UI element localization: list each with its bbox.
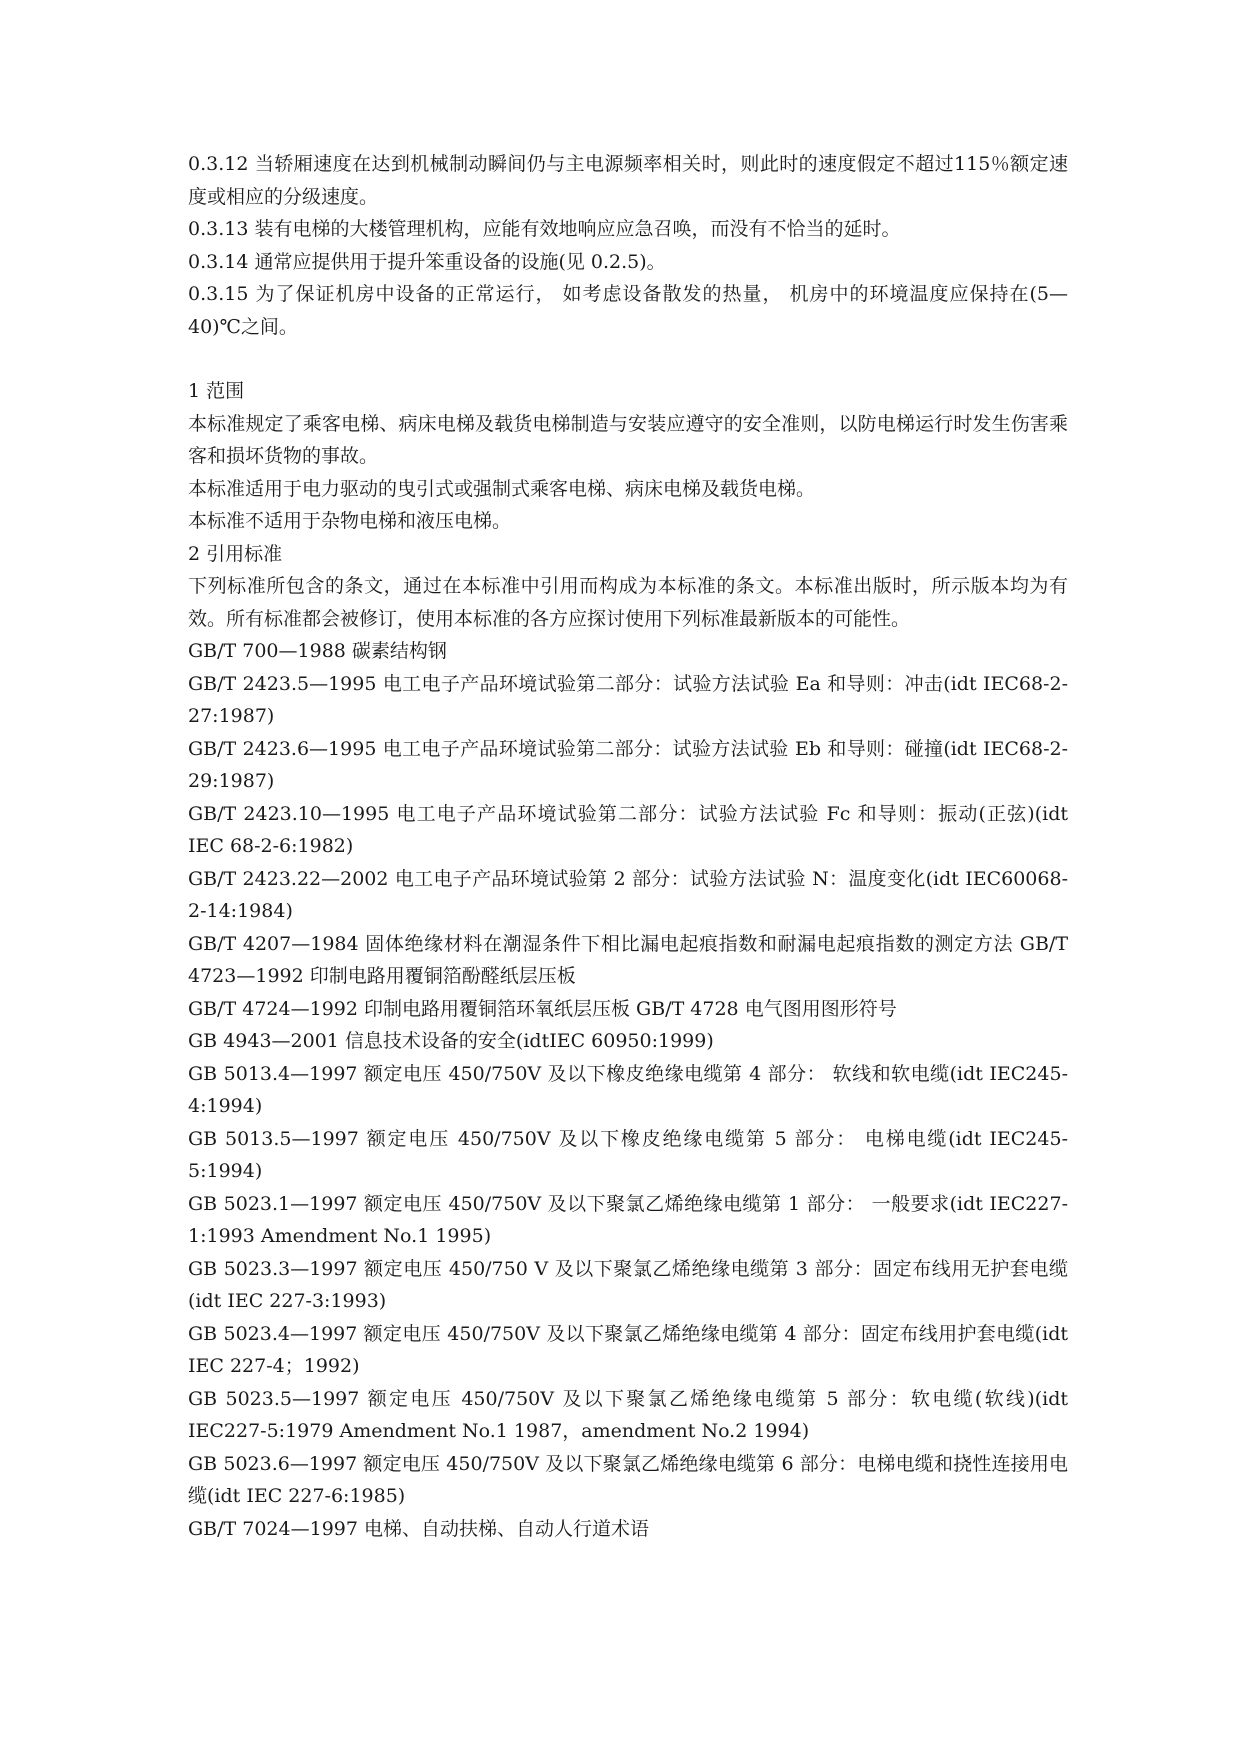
reference-item: GB/T 4724—1992 印制电路用覆铜箔环氧纸层压板 GB/T 4728 电气图用图形符号 bbox=[188, 997, 897, 1020]
reference-item: GB 5023.1—1997 额定电压 450/750V 及以下聚氯乙烯绝缘电缆第 1 部分： 一般要求(idt IEC227-1:1993 Amendment No.1 1995) bbox=[188, 1192, 1068, 1247]
section-2-heading: 2 引用标准 bbox=[188, 542, 283, 565]
clause-0-3-13: 0.3.13 装有电梯的大楼管理机构，应能有效地响应应急召唤，而没有不恰当的延时。 bbox=[188, 218, 901, 240]
reference-item: GB 5023.4—1997 额定电压 450/750V 及以下聚氯乙烯绝缘电缆第 4 部分：固定布线用护套电缆(idt IEC 227-4；1992) bbox=[188, 1322, 1068, 1377]
reference-item: GB 4943—2001 信息技术设备的安全(idtIEC 60950:1999) bbox=[188, 1030, 714, 1052]
clause-0-3-14: 0.3.14 通常应提供用于提升笨重设备的设施(见 0.2.5)。 bbox=[188, 250, 666, 273]
reference-item: GB 5023.6—1997 额定电压 450/750V 及以下聚氯乙烯绝缘电缆第 6 部分：电梯电缆和挠性连接用电缆(idt IEC 227-6:1985) bbox=[188, 1452, 1068, 1507]
section-1-paragraph: 本标准适用于电力驱动的曳引式或强制式乘客电梯、病床电梯及载货电梯。 bbox=[188, 477, 816, 500]
section-spacer bbox=[188, 343, 1068, 375]
clause-0-3-12: 0.3.12 当轿厢速度在达到机械制动瞬间仍与主电源频率相关时，则此时的速度假定不超过115％额定速度或相应的分级速度。 bbox=[188, 153, 1068, 208]
reference-item: GB 5023.3—1997 额定电压 450/750 V 及以下聚氯乙烯绝缘电缆第 3 部分：固定布线用无护套电缆(idt IEC 227-3:1993) bbox=[188, 1257, 1068, 1312]
reference-item: GB/T 2423.22—2002 电工电子产品环境试验第 2 部分：试验方法试验 N：温度变化(idt IEC60068-2-14:1984) bbox=[188, 867, 1068, 922]
reference-item: GB/T 4207—1984 固体绝缘材料在潮湿条件下相比漏电起痕指数和耐漏电起痕指数的测定方法 GB/T 4723—1992 印制电路用覆铜箔酚醛纸层压板 bbox=[188, 932, 1068, 987]
reference-item: GB 5013.5—1997 额定电压 450/750V 及以下橡皮绝缘电缆第 5 部分： 电梯电缆(idt IEC245-5:1994) bbox=[188, 1127, 1068, 1182]
reference-item: GB/T 2423.10—1995 电工电子产品环境试验第二部分：试验方法试验 Fc 和导则：振动(正弦)(idt IEC 68-2-6:1982) bbox=[188, 802, 1068, 857]
section-1-paragraph: 本标准不适用于杂物电梯和液压电梯。 bbox=[188, 510, 512, 532]
reference-item: GB/T 700—1988 碳素结构钢 bbox=[188, 640, 447, 662]
reference-item: GB 5013.4—1997 额定电压 450/750V 及以下橡皮绝缘电缆第 4 部分： 软线和软电缆(idt IEC245-4:1994) bbox=[188, 1062, 1068, 1117]
section-1-heading: 1 范围 bbox=[188, 380, 245, 402]
reference-list bbox=[188, 635, 1068, 1545]
clause-0-3-15: 0.3.15 为了保证机房中设备的正常运行， 如考虑设备散发的热量， 机房中的环境温度应保持在(5—40)℃之间。 bbox=[188, 283, 1068, 338]
section-1-paragraph: 本标准规定了乘客电梯、病床电梯及载货电梯制造与安装应遵守的安全准则，以防电梯运行时发生伤害乘客和损坏货物的事故。 bbox=[188, 412, 1068, 467]
reference-item: GB/T 2423.6—1995 电工电子产品环境试验第二部分：试验方法试验 Eb 和导则：碰撞(idt IEC68-2-29:1987) bbox=[188, 737, 1068, 792]
reference-item: GB/T 7024—1997 电梯、自动扶梯、自动人行道术语 bbox=[188, 1517, 650, 1540]
reference-item: GB 5023.5—1997 额定电压 450/750V 及以下聚氯乙烯绝缘电缆第 5 部分：软电缆(软线)(idt IEC227-5:1979 Amendment No.1 1987，amendment No.2 1994) bbox=[188, 1387, 1068, 1442]
section-2-intro: 下列标准所包含的条文，通过在本标准中引用而构成为本标准的条文。本标准出版时，所示版本均为有效。所有标准都会被修订，使用本标准的各方应探讨使用下列标准最新版本的可能性。 bbox=[188, 575, 1068, 630]
reference-item: GB/T 2423.5—1995 电工电子产品环境试验第二部分：试验方法试验 Ea 和导则：冲击(idt IEC68-2-27:1987) bbox=[188, 672, 1068, 727]
document-page bbox=[188, 148, 1068, 1545]
